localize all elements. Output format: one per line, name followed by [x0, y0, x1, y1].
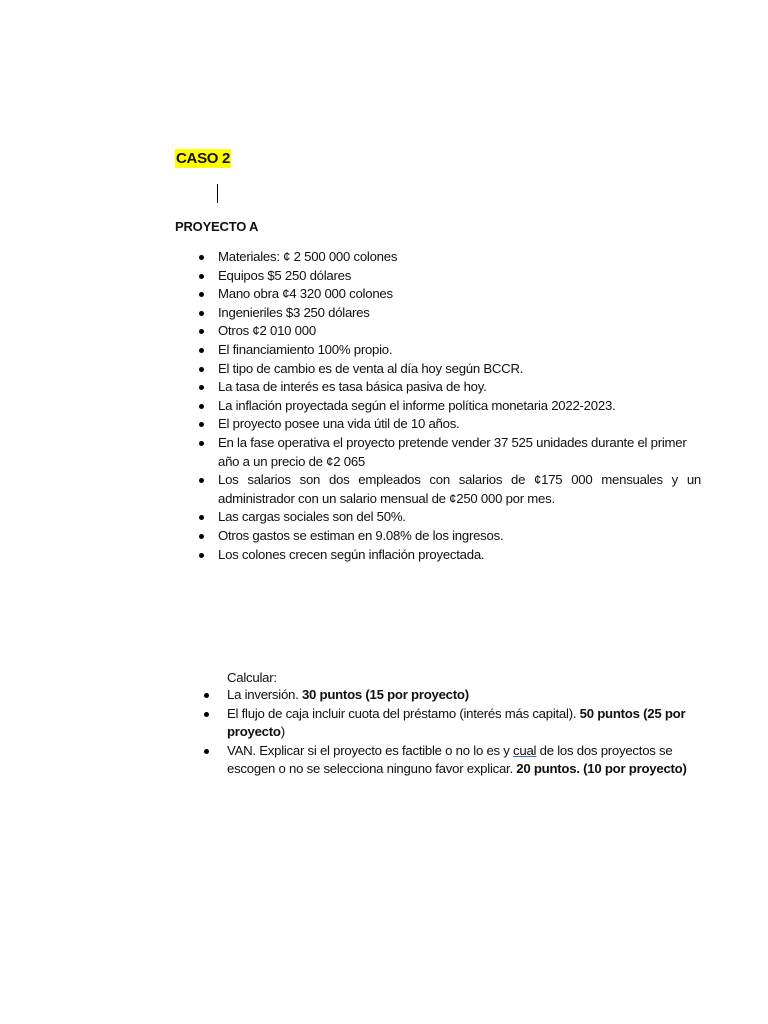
- project-a-list: [190, 248, 701, 564]
- bullet-icon: [199, 311, 204, 316]
- list-item: El tipo de cambio es de venta al día hoy según BCCR.: [190, 360, 701, 379]
- list-item: La tasa de interés es tasa básica pasiva de hoy.: [190, 378, 701, 397]
- bullet-icon: [199, 441, 204, 446]
- case-title: [175, 150, 231, 167]
- list-item: Los colones crecen según inflación proyectada.: [190, 546, 701, 565]
- bullet-icon: [199, 274, 204, 279]
- list-item: La inflación proyectada según el informe política monetaria 2022-2023.: [190, 397, 701, 416]
- list-item: Otros gastos se estiman en 9.08% de los ingresos.: [190, 527, 701, 546]
- bullet-icon: [199, 515, 204, 520]
- bullet-icon: [199, 404, 204, 409]
- bullet-icon: [199, 478, 204, 483]
- list-item: Mano obra ¢4 320 000 colones: [190, 285, 701, 304]
- case-title-highlight: CASO 2: [176, 150, 231, 167]
- list-item: Otros ¢2 010 000: [190, 322, 701, 341]
- bullet-icon: [199, 534, 204, 539]
- bullet-icon: [204, 693, 209, 698]
- bullet-icon: [199, 348, 204, 353]
- calc-item-cashflow: El flujo de caja incluir cuota del préstamo (interés más capital). 50 puntos (25 por proyecto): [195, 705, 701, 742]
- calc-item-van: VAN. Explicar si el proyecto es factible o no lo es y cual de los dos proyectos se escogen o no se selecciona ninguno favor explicar. 20 puntos. (10 por proyecto): [195, 742, 701, 779]
- project-a-list-container: [190, 248, 701, 568]
- bullet-icon: [199, 553, 204, 558]
- list-item: El proyecto posee una vida útil de 10 años.: [190, 415, 701, 434]
- project-title: PROYECTO A: [175, 219, 259, 234]
- bullet-icon: [199, 422, 204, 427]
- bullet-icon: [199, 255, 204, 260]
- list-item-salaries: Los salarios son dos empleados con salarios de ¢175 000 mensuales y un administrador con un salario mensual de ¢250 000 por mes.: [190, 471, 701, 508]
- list-item: Equipos $5 250 dólares: [190, 267, 701, 286]
- bullet-icon: [199, 385, 204, 390]
- bullet-icon: [199, 367, 204, 372]
- bullet-icon: [204, 712, 209, 717]
- calc-list: [195, 686, 701, 779]
- text-cursor: [217, 184, 218, 203]
- bullet-icon: [199, 329, 204, 334]
- spellcheck-word: cual: [513, 742, 537, 758]
- list-item: Ingenieriles $3 250 dólares: [190, 304, 701, 323]
- list-item: Las cargas sociales son del 50%.: [190, 508, 701, 527]
- calc-item-investment: La inversión. 30 puntos (15 por proyecto): [195, 686, 701, 705]
- bullet-icon: [204, 749, 209, 754]
- calc-list-container: [195, 686, 701, 790]
- list-item: Materiales: ¢ 2 500 000 colones: [190, 248, 701, 267]
- list-item: El financiamiento 100% propio.: [190, 341, 701, 360]
- calc-label: Calcular:: [227, 670, 277, 685]
- list-item-sales: En la fase operativa el proyecto pretende vender 37 525 unidades durante el primer año a un precio de ¢2 065: [190, 434, 701, 471]
- bullet-icon: [199, 292, 204, 297]
